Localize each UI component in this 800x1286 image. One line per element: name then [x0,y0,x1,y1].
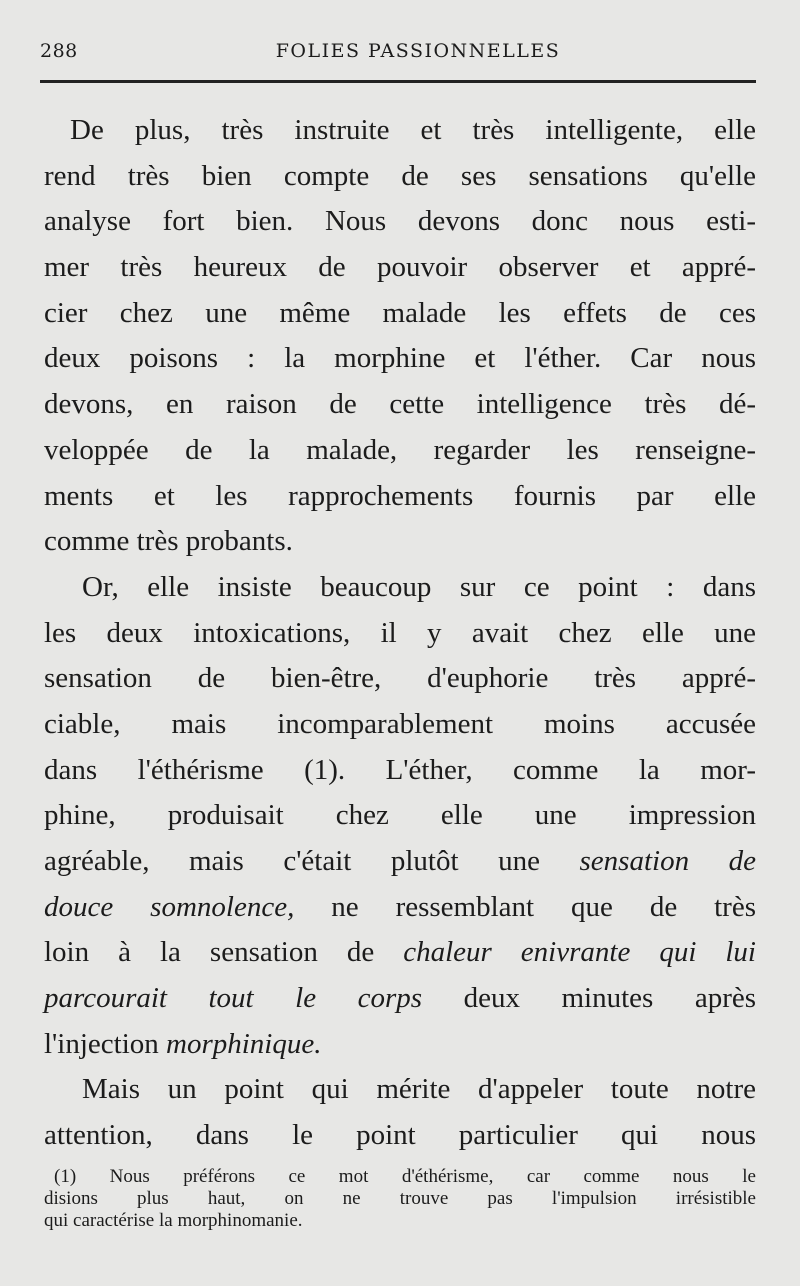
text-line [44,839,756,885]
text-line: devons, en raison de cette intelligence très dé- [44,388,756,421]
text-line: les deux intoxications, il y avait chez elle une [44,616,756,649]
text-line: phine, produisait chez elle une impression [44,799,756,832]
footnote-line: qui caractérise la morphinomanie. [44,1210,303,1231]
text-run: l'injection [44,1027,159,1060]
text-line: veloppée de la malade, regarder les renseigne- [44,433,756,466]
text-line: deux poisons : la morphine et l'éther. Car nous [44,342,756,375]
text-line: ments et les rapprochements fournis par elle [44,479,756,512]
text-line [44,885,756,931]
italic-run: douce somnolence, [44,890,295,923]
text-line [44,976,756,1022]
text-line: cier chez une même malade les effets de ces [44,296,756,329]
text-run: agréable, mais c'était plutôt une [44,845,540,877]
italic-run: morphinique. [166,1027,322,1060]
text-run: loin à la sensation de [44,936,375,969]
text-line: Mais un point qui mérite d'appeler toute notre [82,1073,756,1106]
text-line: attention, dans le point particulier qui nous [44,1119,756,1152]
header-rule [40,80,756,83]
text-line: rend très bien compte de ses sensations qu'elle [44,159,756,192]
running-title: FOLIES PASSIONNELLES [275,40,561,62]
text-run: deux minutes après [463,982,757,1015]
italic-run: chaleur enivrante qui lui [403,936,756,969]
italic-run: sensation de [579,845,756,877]
text-line: mer très heureux de pouvoir observer et appré- [44,251,756,284]
text-line: analyse fort bien. Nous devons donc nous esti- [44,205,756,238]
footnote-line: (1) Nous préférons ce mot d'éthérisme, car comme nous le [54,1166,756,1187]
text-line: ciable, mais incomparablement moins accusée [44,707,756,740]
page-header [40,40,756,70]
footnote [44,1166,756,1232]
footnote-line: disions plus haut, on ne trouve pas l'impulsion irrésistible [44,1188,756,1209]
text-line: sensation de bien-être, d'euphorie très appré- [44,662,756,695]
text-line: De plus, très instruite et très intelligente, elle [70,114,756,146]
text-run: ne ressemblant que de très [331,890,756,923]
italic-run: parcourait tout le corps [44,982,423,1015]
text-line [44,930,756,976]
text-line [44,1022,756,1068]
text-line: dans l'éthérisme (1). L'éther, comme la mor- [44,753,756,786]
text-line: Or, elle insiste beaucoup sur ce point : dans [82,570,756,603]
body-text [44,108,756,1159]
page-number: 288 [40,40,78,62]
text-line: comme très probants. [44,525,293,558]
